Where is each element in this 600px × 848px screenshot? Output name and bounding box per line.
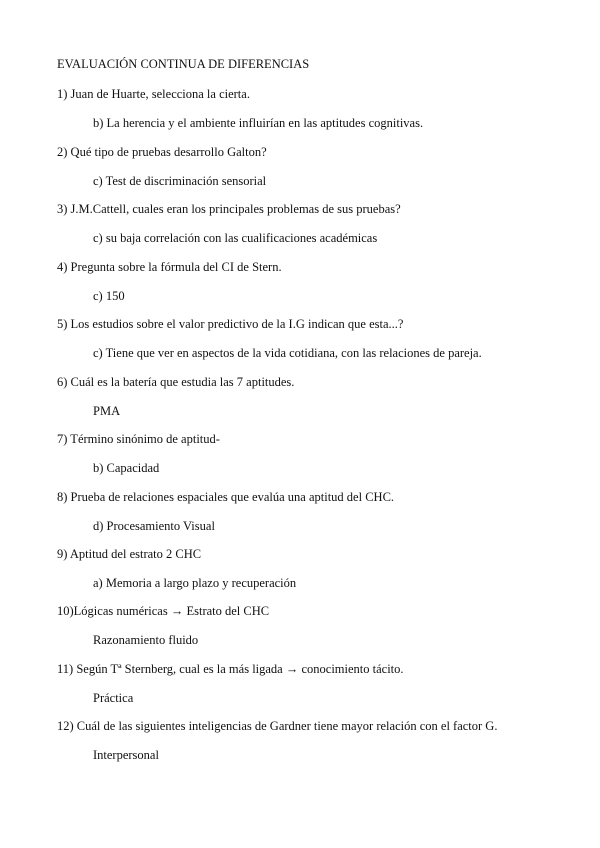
question-1: 1) Juan de Huarte, selecciona la cierta. xyxy=(57,87,250,101)
question-11: 11) Según Tª Sternberg, cual es la más ligada → conocimiento tácito. xyxy=(57,662,404,676)
answer-6: PMA xyxy=(93,404,121,418)
question-5: 5) Los estudios sobre el valor predictivo de la I.G indican que esta...? xyxy=(57,317,404,331)
question-7: 7) Término sinónimo de aptitud- xyxy=(57,432,220,446)
answer-3: c) su baja correlación con las cualificaciones académicas xyxy=(93,231,378,245)
question-3: 3) J.M.Cattell, cuales eran los principales problemas de sus pruebas? xyxy=(57,202,401,216)
answer-7: b) Capacidad xyxy=(93,461,160,475)
answer-11: Práctica xyxy=(93,691,134,705)
question-9: 9) Aptitud del estrato 2 CHC xyxy=(57,547,202,561)
answer-9: a) Memoria a largo plazo y recuperación xyxy=(93,576,297,590)
question-2: 2) Qué tipo de pruebas desarrollo Galton? xyxy=(57,145,267,159)
document-title: EVALUACIÓN CONTINUA DE DIFERENCIAS xyxy=(57,57,310,71)
question-8: 8) Prueba de relaciones espaciales que evalúa una aptitud del CHC. xyxy=(57,490,395,504)
question-4: 4) Pregunta sobre la fórmula del CI de Stern. xyxy=(57,260,282,274)
answer-10: Razonamiento fluido xyxy=(93,633,199,647)
question-6: 6) Cuál es la batería que estudia las 7 aptitudes. xyxy=(57,375,295,389)
answer-5: c) Tiene que ver en aspectos de la vida cotidiana, con las relaciones de pareja. xyxy=(93,346,482,360)
question-10: 10)Lógicas numéricas → Estrato del CHC xyxy=(57,604,270,618)
question-12: 12) Cuál de las siguientes inteligencias de Gardner tiene mayor relación con el factor G. xyxy=(57,719,498,733)
answer-2: c) Test de discriminación sensorial xyxy=(93,174,267,188)
answer-12: Interpersonal xyxy=(93,748,159,762)
answer-4: c) 150 xyxy=(93,289,125,303)
answer-8: d) Procesamiento Visual xyxy=(93,519,215,533)
answer-1: b) La herencia y el ambiente influirían en las aptitudes cognitivas. xyxy=(93,116,424,130)
